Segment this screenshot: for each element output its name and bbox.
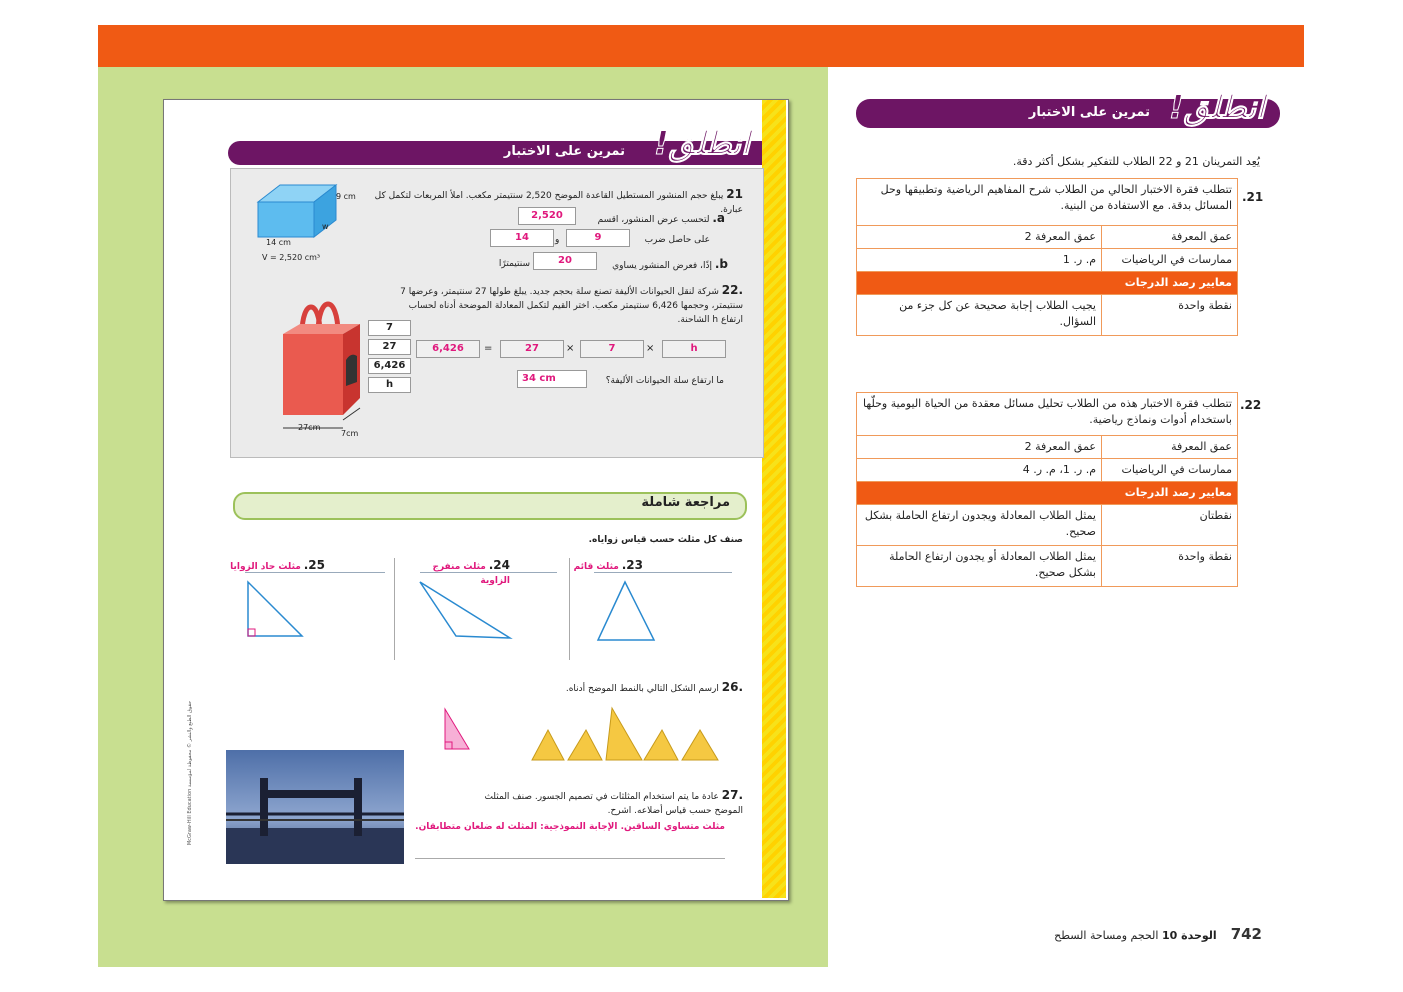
equation-operator: × bbox=[566, 343, 575, 354]
item21-box bbox=[856, 178, 1240, 336]
footer-page-number: 742 bbox=[1230, 925, 1262, 943]
teacher-header-title: تمرين على الاختبار bbox=[1028, 105, 1150, 120]
item22-row2-value: م. ر. 1، م. ر. 4 bbox=[857, 459, 1102, 482]
q22-text bbox=[395, 283, 743, 327]
obtuse-triangle-figure bbox=[418, 578, 514, 644]
teacher-header-launch: انطلق! bbox=[1169, 88, 1265, 126]
q24-answer: مثلث منفرج الزاوية bbox=[432, 562, 510, 586]
q21b-answer-field[interactable]: 20 bbox=[533, 252, 597, 270]
item22-table bbox=[856, 392, 1238, 587]
equation-box[interactable]: h bbox=[662, 340, 726, 358]
q22-answer-field[interactable]: 34 cm bbox=[517, 370, 587, 388]
item21-number: .21 bbox=[1242, 190, 1264, 204]
q26-text bbox=[520, 680, 743, 696]
item21-row1-value: عمق المعرفة 2 bbox=[857, 226, 1102, 249]
acute-triangle-figure bbox=[244, 578, 308, 640]
q21-number: 21 bbox=[726, 187, 743, 201]
copyright-text: حقوق الطبع والنشر © محفوظة لمؤسسة McGraw-Hill Education bbox=[187, 700, 193, 846]
item21-criteria-text: يجيب الطلاب إجابة صحيحة عن كل جزء من السؤال. bbox=[857, 295, 1102, 336]
pink-triangle-figure bbox=[442, 707, 472, 751]
q26-prompt: ارسم الشكل التالي بالنمط الموضح أدناه. bbox=[565, 684, 719, 694]
q23-answer: مثلث قائم bbox=[573, 562, 619, 572]
q27-prompt: عادة ما يتم استخدام المثلثات في تصميم الجسور. صنف المثلث الموضح حسب قياس أضلاعه. اشرح. bbox=[484, 792, 743, 816]
q27-answer: مثلث متساوي الساقين. الإجابة النموذجية: المثلث له ضلعان متطابقان. bbox=[415, 822, 725, 832]
page-footer bbox=[1000, 925, 1262, 943]
prism-length-label: 14 cm bbox=[266, 238, 291, 247]
q21a-and: و bbox=[555, 235, 560, 245]
review-title: مراجعة شاملة bbox=[641, 495, 730, 510]
item22-number: .22 bbox=[1240, 398, 1262, 412]
q23-item bbox=[573, 558, 643, 574]
item22-row1-label: عمق المعرفة bbox=[1102, 436, 1238, 459]
review-divider bbox=[394, 558, 395, 660]
footer-unit: الوحدة 10 bbox=[1161, 929, 1217, 942]
item21-row2-label: ممارسات في الرياضيات bbox=[1102, 249, 1238, 272]
carrier-length-label: 27cm bbox=[298, 423, 321, 432]
q23-number: 23. bbox=[621, 558, 643, 572]
footer-unit-title: الحجم ومساحة السطح bbox=[1054, 929, 1159, 942]
q21a-label: a. bbox=[712, 211, 725, 225]
q27-number: .27 bbox=[721, 788, 743, 802]
answer-tile[interactable]: 27 bbox=[368, 339, 411, 355]
q25-item bbox=[225, 558, 325, 574]
item22-criteria1-points: نقطتان bbox=[1102, 505, 1238, 546]
answer-tile[interactable]: 7 bbox=[368, 320, 411, 336]
q21b-text: إذًا، فعرض المنشور يساوي bbox=[612, 261, 712, 271]
q21a-row bbox=[580, 211, 725, 227]
q22-question: ما ارتفاع سلة الحيوانات الأليفة؟ bbox=[605, 376, 724, 386]
q21a-factor2-field[interactable]: 9 bbox=[566, 229, 630, 247]
student-header-launch: انطلق! bbox=[654, 124, 750, 162]
item22-criteria1-text: يمثل الطلاب المعادلة ويجدون ارتفاع الحاملة بشكل صحيح. bbox=[857, 505, 1102, 546]
item22-description: تتطلب فقرة الاختبار هذه من الطلاب تحليل مسائل معقدة من الحياة اليومية وحلّها باستخدام أدوات ونماذج رياضية. bbox=[857, 393, 1238, 436]
review-divider bbox=[569, 558, 570, 660]
review-instruction: صنف كل مثلث حسب قياس زواياه. bbox=[588, 535, 743, 545]
pet-carrier-figure bbox=[278, 290, 368, 440]
answer-tile[interactable]: h bbox=[368, 377, 411, 393]
equation-operator: × bbox=[646, 343, 655, 354]
item21-criteria-header: معايير رصد الدرجات bbox=[857, 272, 1238, 295]
bridge-photo bbox=[226, 750, 404, 864]
yellow-edge-strip bbox=[762, 100, 786, 898]
q21a-factor1-field[interactable]: 14 bbox=[490, 229, 554, 247]
q25-answer: مثلث حاد الزوايا bbox=[230, 562, 301, 572]
prism-volume-label: V = 2,520 cm³ bbox=[262, 253, 321, 262]
item22-box bbox=[856, 392, 1240, 587]
item21-criteria-points: نقطة واحدة bbox=[1102, 295, 1238, 336]
q27-text bbox=[480, 788, 743, 818]
prism-width-label: w bbox=[322, 222, 329, 231]
q22-prompt: شركة لنقل الحيوانات الأليفة تصنع سلة بحجم جديد. يبلغ طولها 27 سنتيمتر، وعرضها 7 سنتيمتر، وحجمها 6,426 سنتيمتر مكعب. اختر القيم لتكمل المعادلة الموضحة أدناه لحساب ارتفاع h الشاحنة. bbox=[400, 287, 743, 325]
q21a-text: لتحسب عرض المنشور، اقسم bbox=[597, 215, 710, 225]
item21-row1-label: عمق المعرفة bbox=[1102, 226, 1238, 249]
item22-criteria-header: معايير رصد الدرجات bbox=[857, 482, 1238, 505]
q21b-label: b. bbox=[714, 257, 728, 271]
q21b-unit: سنتيمترًا bbox=[498, 259, 530, 269]
prism-height-label: 9 cm bbox=[336, 192, 356, 201]
equation-box[interactable]: 6,426 bbox=[416, 340, 480, 358]
q21a2-text: على حاصل ضرب bbox=[644, 235, 710, 245]
right-triangle-figure bbox=[596, 580, 658, 642]
q22-number: .22 bbox=[721, 283, 743, 297]
item22-row2-label: ممارسات في الرياضيات bbox=[1102, 459, 1238, 482]
top-banner bbox=[98, 25, 1304, 67]
item22-criteria2-points: نقطة واحدة bbox=[1102, 546, 1238, 587]
q21-prompt: يبلغ حجم المنشور المستطيل القاعدة الموضح 2,520 سنتيمتر مكعب. املأ المربعات لتكمل كل عبارة. bbox=[374, 191, 743, 215]
triangle-pattern-figure bbox=[530, 706, 722, 762]
item22-row1-value: عمق المعرفة 2 bbox=[857, 436, 1102, 459]
item21-row2-value: م. ر. 1 bbox=[857, 249, 1102, 272]
q21a-answer-field[interactable]: 2,520 bbox=[518, 207, 576, 225]
equation-box[interactable]: 27 bbox=[500, 340, 564, 358]
equation-box[interactable]: 7 bbox=[580, 340, 644, 358]
carrier-width-label: 7cm bbox=[341, 429, 359, 438]
q27-answer-rule bbox=[415, 858, 725, 859]
q26-number: .26 bbox=[721, 680, 743, 694]
item21-description: تتطلب فقرة الاختبار الحالي من الطلاب شرح المفاهيم الرياضية وتطبيقها وحل المسائل بدقة. مع الاستفادة من البنية. bbox=[857, 179, 1238, 226]
q24-number: 24. bbox=[488, 558, 510, 572]
q25-number: 25. bbox=[303, 558, 325, 572]
teacher-intro: يُعِد التمرينان 21 و 22 الطلاب للتفكير بشكل أكثر دقة. bbox=[1012, 155, 1260, 168]
q21b-row bbox=[600, 257, 728, 273]
answer-tile[interactable]: 6,426 bbox=[368, 358, 411, 374]
equation-operator: = bbox=[484, 343, 493, 354]
item22-criteria2-text: يمثل الطلاب المعادلة أو يجدون ارتفاع الحاملة بشكل صحيح. bbox=[857, 546, 1102, 587]
item21-table bbox=[856, 178, 1238, 336]
student-header-title: تمرين على الاختبار bbox=[503, 144, 625, 159]
